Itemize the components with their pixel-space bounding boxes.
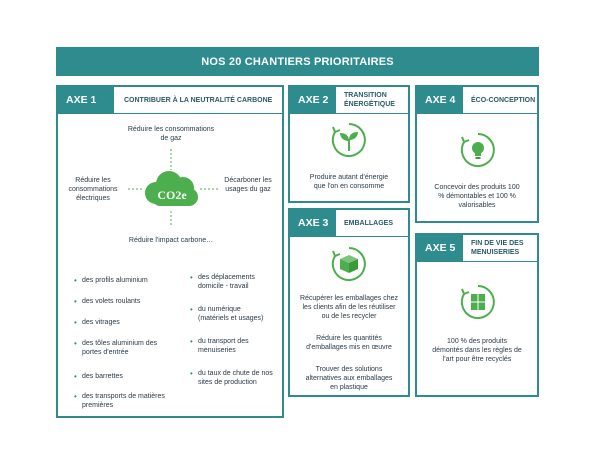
axe1-title: CONTRIBUER À LA NEUTRALITÉ CARBONE xyxy=(124,96,273,104)
axe5-divider xyxy=(417,261,537,262)
co2-label: CO2e xyxy=(157,188,187,202)
lightbulb-recycle-icon xyxy=(459,131,497,169)
axe2-label: AXE 2 xyxy=(290,87,336,113)
axe1-col2-item: • du transport des menuiseries xyxy=(198,337,260,355)
axe3-title: EMBALLAGES xyxy=(344,219,393,227)
axe1-card xyxy=(56,85,284,418)
axe1-col2-item: • du numérique (matériels et usages) xyxy=(198,305,272,323)
axe4-title: ÉCO-CONCEPTION xyxy=(471,96,536,104)
axe1-col1-item: • des vitrages xyxy=(82,318,178,327)
axe1-label: AXE 1 xyxy=(58,87,114,113)
axe5-label: AXE 5 xyxy=(417,235,463,261)
dashed-connectors xyxy=(58,87,286,247)
axe3-item: Trouver des solutions alternatives aux emballages en plastique xyxy=(305,366,393,391)
axe2-header xyxy=(290,87,408,113)
axe1-col1-item: • des tôles aluminium des portes d'entrée xyxy=(82,339,158,357)
axe5-title: FIN DE VIE DES MENUISERIES xyxy=(471,240,524,256)
axe4-label: AXE 4 xyxy=(417,87,463,113)
axe1-left-goal: Réduire les consommations électriques xyxy=(68,177,118,202)
axe1-bottom-goal: Réduire l'impact carbone… xyxy=(128,237,214,244)
axe3-header xyxy=(290,210,408,236)
banner-title: NOS 20 CHANTIERS PRIORITAIRES xyxy=(201,55,394,68)
axe5-card xyxy=(415,233,539,397)
axe3-divider xyxy=(290,236,408,237)
axe3-card xyxy=(288,208,410,397)
axe1-top-goal: Réduire les consommations de gaz xyxy=(127,126,215,142)
axe2-text: Produire autant d'énergie que l'on en consomme xyxy=(309,174,389,190)
axe3-label: AXE 3 xyxy=(290,210,336,236)
page-banner xyxy=(56,47,539,76)
axe4-text: Concevoir des produits 100 % démontables et 100 % valorisables xyxy=(434,184,520,209)
axe4-card xyxy=(415,85,539,223)
axe3-item: Réduire les quantités d'emballages mis en œuvre xyxy=(306,335,392,351)
axe1-col2-item: • du taux de chute de nos sites de production xyxy=(198,369,280,387)
axe2-card xyxy=(288,85,410,203)
axe1-col1-item: • des profils aluminium xyxy=(82,276,178,285)
axe1-col2-item: • des déplacements domicile - travail xyxy=(198,273,272,291)
axe2-title: TRANSITION ÉNERGÉTIQUE xyxy=(344,92,395,108)
axe1-col1-item: • des transports de matières premières xyxy=(82,392,166,410)
box-recycle-icon xyxy=(330,245,368,283)
axe2-divider xyxy=(290,113,408,114)
plant-icon xyxy=(330,121,368,159)
axe5-header xyxy=(417,235,537,261)
axe1-col1-item: • des barrettes xyxy=(82,372,178,381)
axe1-col1-item: • des volets roulants xyxy=(82,297,178,306)
axe4-header xyxy=(417,87,537,113)
axe3-item: Récupérer les emballages chez les clients afin de les réutiliser ou de les recycler xyxy=(299,295,399,320)
axe4-divider xyxy=(417,113,537,114)
window-recycle-icon xyxy=(459,283,497,321)
axe1-right-goal: Décarboner les usages du gaz xyxy=(224,177,272,193)
axe5-text: 100 % des produits démontés dans les règles de l'art pour être recyclés xyxy=(432,338,522,363)
